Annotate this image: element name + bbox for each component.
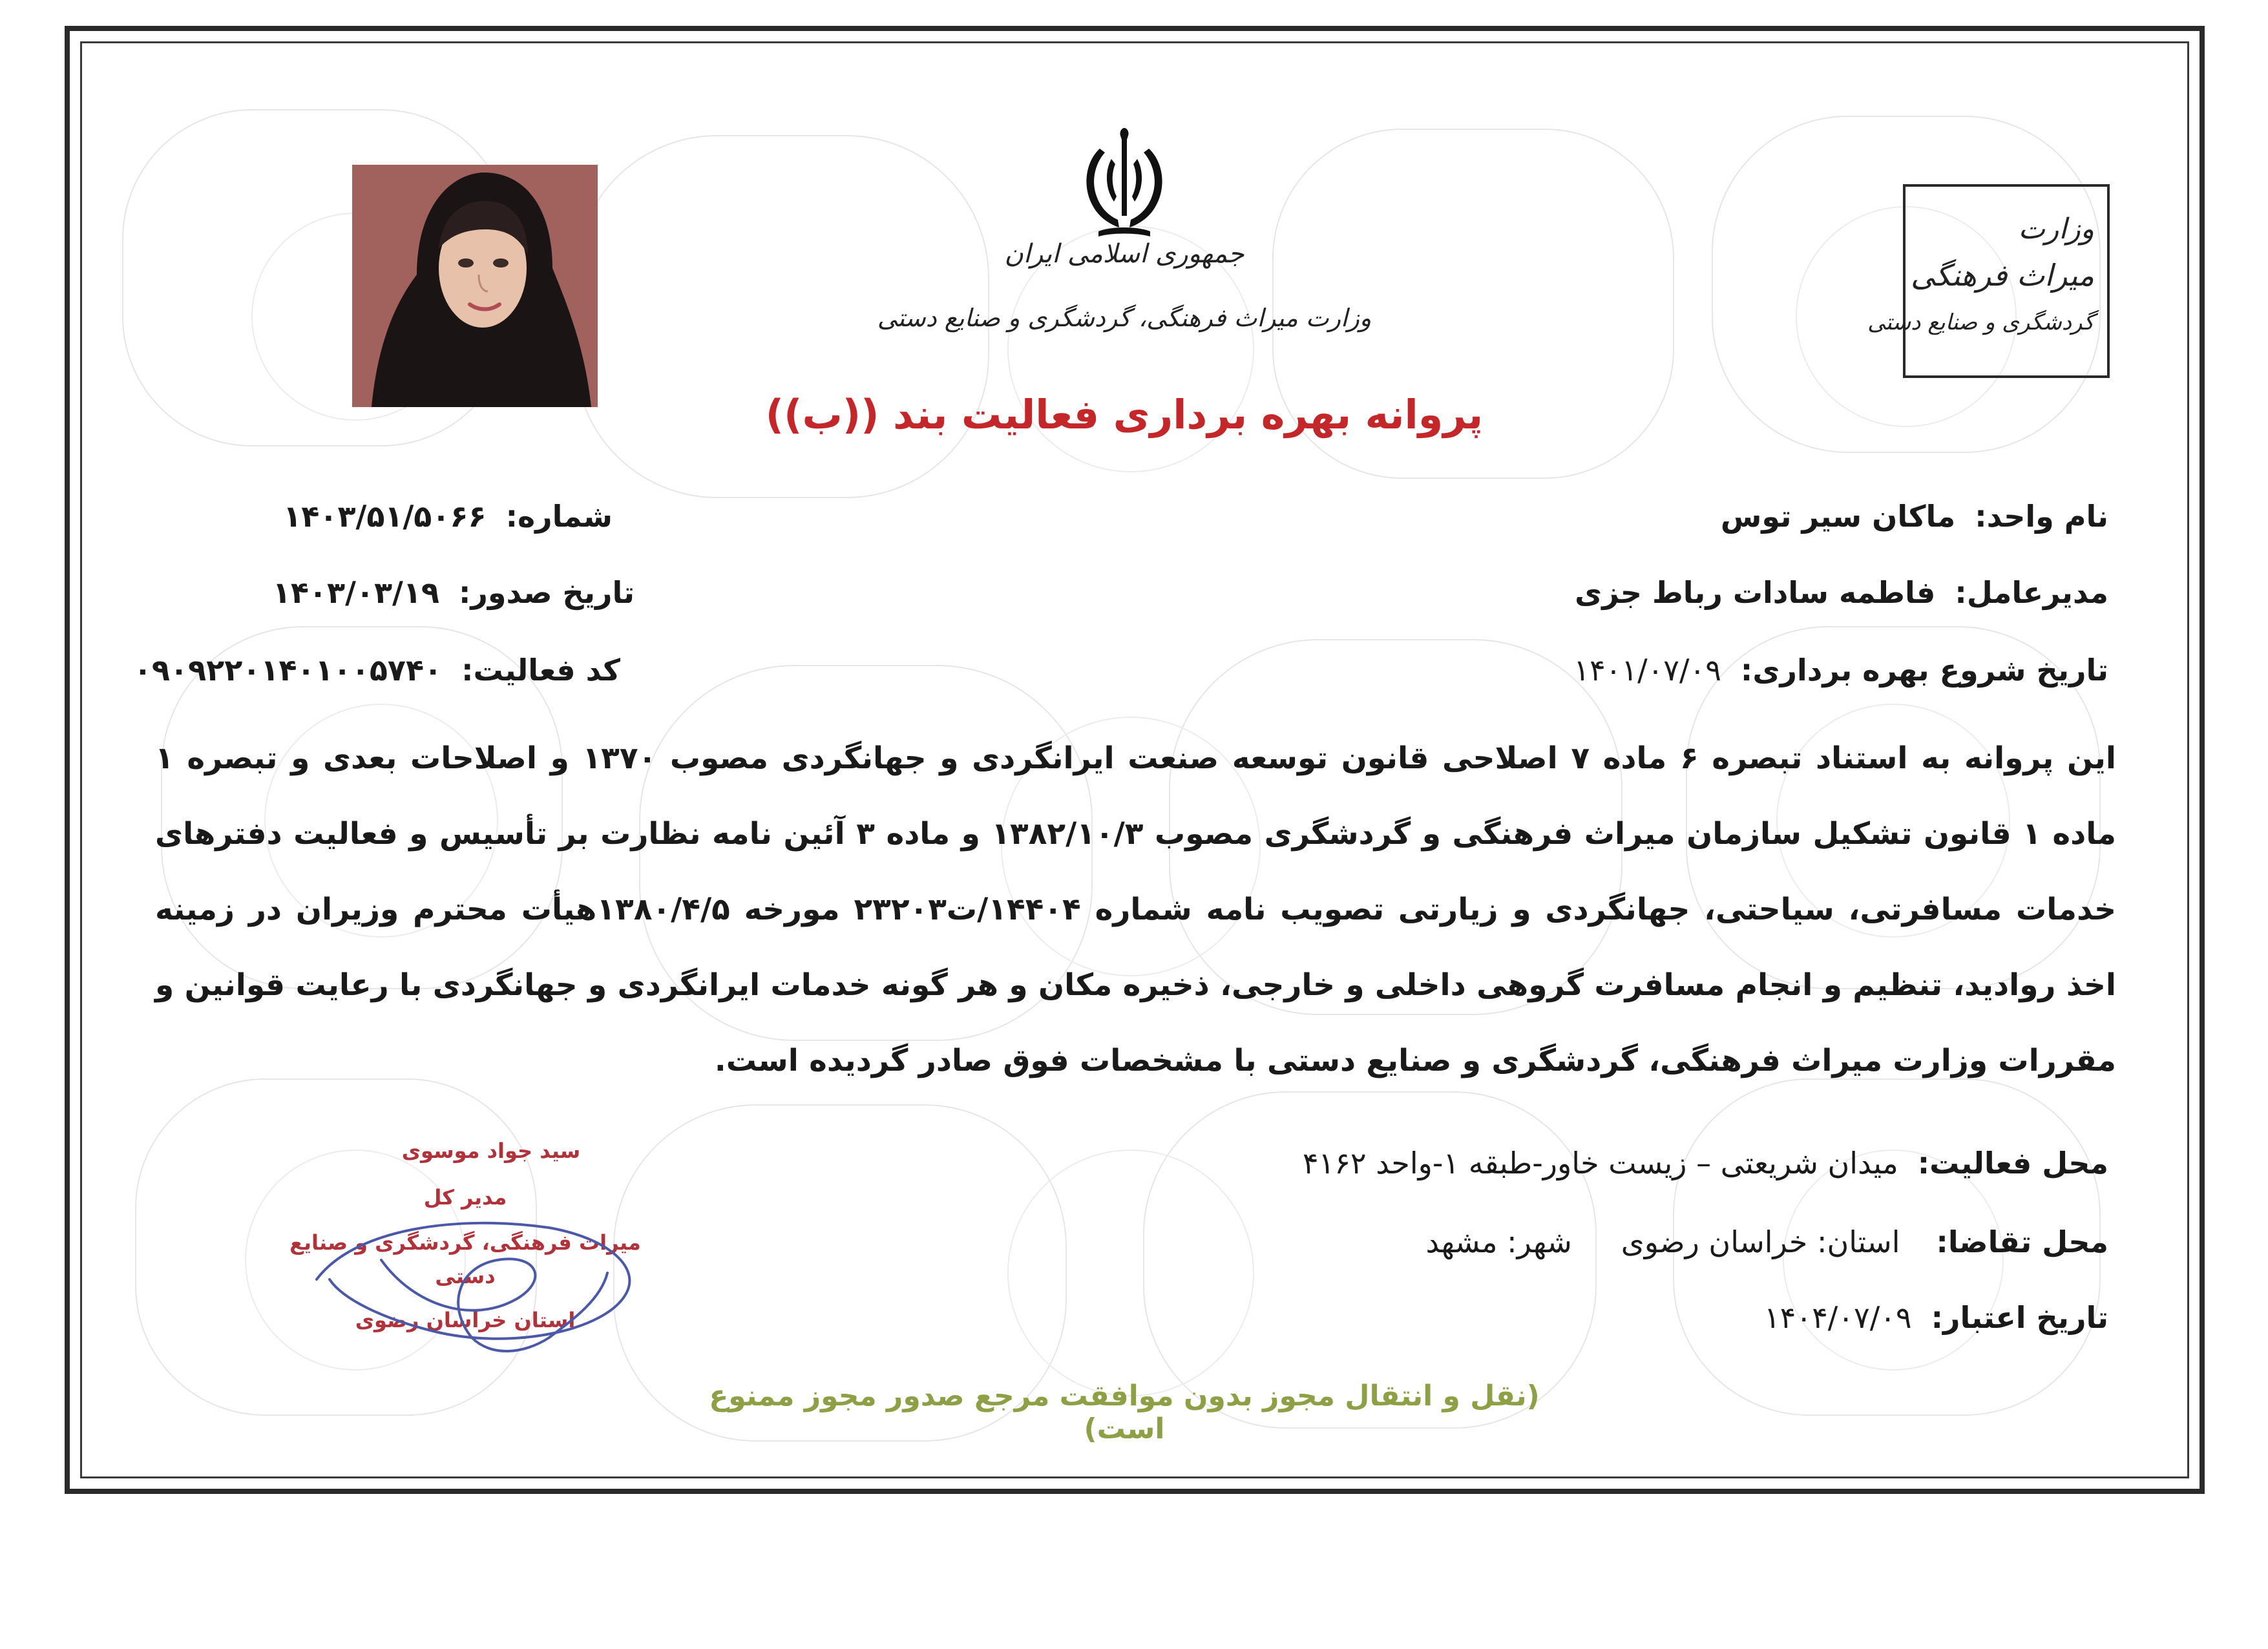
validity-value: ۱۴۰۴/۰۷/۰۹	[1763, 1300, 1912, 1335]
holder-photo	[352, 165, 598, 407]
activity-code-row	[134, 653, 620, 688]
city-value: شهر: مشهد	[1425, 1224, 1572, 1259]
ministry-logo	[1867, 184, 2110, 378]
issue-date-row	[273, 575, 635, 610]
logo-line-1: وزارت	[2018, 213, 2094, 246]
manager-label: مدیرعامل:	[1955, 575, 2108, 610]
license-body-paragraph: این پروانه به استناد تبصره ۶ ماده ۷ اصلاحی قانون توسعه صنعت ایرانگردی و جهانگردی مصوب ۱۳۷۰ و اصلاحات بعدی و تبصره ۱ ماده ۱ قانون تشکیل سازمان میراث فرهنگی و گردشگری مصوب ۱۳۸۲/۱۰/۳ و ماده ۳ آئین نامه نظارت بر تأسیس و فعالیت دفترهای خدمات مسافرتی، سیاحتی، جهانگردی و زیارتی تصویب نامه شماره ۱۴۴۰۴/ت۲۳۲۰۳ مورخه ۱۳۸۰/۴/۵هیأت محترم وزیران در زمینه اخذ روادید، تنظیم و انجام مسافرت گروهی داخلی و خارجی، ذخیره مکان و هر گونه خدمات ایرانگردی و جهانگردی با رعایت قوانین و مقررات وزارت میراث فرهنگی، گردشگری و صنایع دستی با مشخصات فوق صادر گردیده است.	[155, 740, 2116, 1078]
signatory-role: مدیر کل	[423, 1185, 507, 1210]
gov-name: جمهوری اسلامی ایران	[1004, 239, 1244, 269]
validity-label: تاریخ اعتبار:	[1931, 1300, 2108, 1335]
activity-code-value: ۰۹۰۹۲۲۰۱۴۰۱۰۰۵۷۴۰	[133, 653, 443, 688]
number-label: شماره:	[505, 499, 613, 534]
activity-place-label: محل فعالیت:	[1917, 1146, 2108, 1181]
activity-place-row	[1303, 1146, 2108, 1181]
logo-line-3: گردشگری و صنایع دستی	[1867, 310, 2094, 335]
signatory-province: استان خراسان رضوی	[355, 1308, 576, 1332]
province-value: استان: خراسان رضوی	[1621, 1224, 1900, 1259]
start-date-label: تاریخ شروع بهره برداری:	[1740, 653, 2108, 688]
manager-value: فاطمه سادات رباط جزی	[1575, 575, 1936, 610]
transfer-prohibited-note: (نقل و انتقال مجوز بدون موافقت مرجع صدور مجوز ممنوع است)	[709, 1380, 1540, 1445]
number-row	[283, 499, 613, 534]
signatory-department: میراث فرهنگی، گردشگری و صنایع دستی	[289, 1230, 641, 1288]
logo-line-2: میراث فرهنگی	[1911, 258, 2094, 293]
handwritten-signature	[304, 1202, 653, 1370]
number-value: ۱۴۰۳/۵۱/۵۰۶۶	[283, 499, 487, 534]
signatory-name: سید جواد موسوی	[401, 1139, 581, 1163]
request-place-label: محل تقاضا:	[1936, 1224, 2108, 1259]
unit-name-label: نام واحد:	[1975, 499, 2108, 534]
validity-row	[1764, 1300, 2108, 1335]
certificate-title: پروانه بهره برداری فعالیت بند ((ب))	[765, 391, 1484, 438]
manager-row	[1575, 575, 2108, 610]
issue-date-label: تاریخ صدور:	[459, 575, 635, 610]
start-date-value: ۱۴۰۱/۰۷/۰۹	[1573, 653, 1721, 688]
activity-code-label: کد فعالیت:	[461, 653, 620, 688]
activity-place-value: میدان شریعتی – زیست خاور-طبقه ۱-واحد ۴۱۶۲	[1302, 1146, 1898, 1181]
ministry-name: وزارت میراث فرهنگی، گردشگری و صنایع دستی	[877, 304, 1372, 332]
start-date-row	[1573, 653, 2108, 688]
iran-emblem-icon	[1060, 123, 1189, 242]
issue-date-value: ۱۴۰۳/۰۳/۱۹	[272, 575, 440, 610]
unit-name-value: ماکان سیر توس	[1720, 499, 1956, 534]
unit-name-row	[1721, 499, 2108, 534]
request-place-row	[1425, 1224, 2108, 1259]
